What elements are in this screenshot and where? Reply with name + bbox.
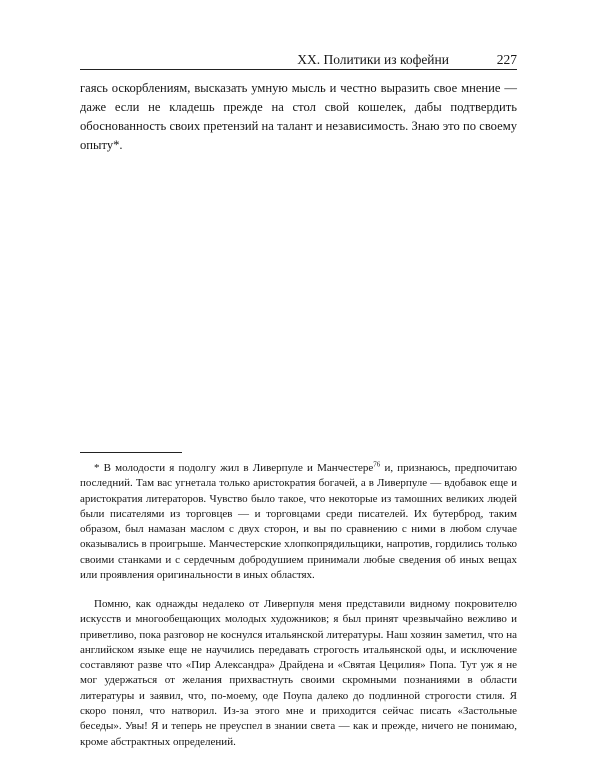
chapter-title: XX. Политики из кофейни <box>297 52 449 67</box>
page-number: 227 <box>496 52 517 67</box>
footnote-paragraph-2: Помню, как однажды недалеко от Ливерпуля меня представили видному покровителю искусств и многообещающих молодых художников; я был принят чрезвычайно вежливо и приветливо, пока разговор не коснулся итальянской литературы. Наш хозяин заметил, что на английском языке еще не научились передавать строгость итальянской оды, и исключение составляют разве что «Пир Александра» Драйдена и «Святая Цецилия» Попа. Тут уж я не мог удержаться от желания прихвастнуть своими скромными познаниями в области литературы и заявил, что, по-моему, оде Поупа далеко до подлинной строгости стиля. Я скоро понял, что натворил. Из-за этого мне и приходится сейчас писать «Застольные беседы». Увы! Я и теперь не преуспел в знании света — как и прежде, ничего не понимаю, кроме абстрактных определений. <box>80 598 517 748</box>
running-header <box>80 52 517 70</box>
footnote-text-start: * В молодости я подолгу жил в Ливерпуле и Манчестере <box>94 462 374 474</box>
header-rule <box>80 69 517 70</box>
endnote-reference: 76 <box>373 460 381 469</box>
main-text <box>80 79 517 155</box>
footnote-paragraph-1 <box>80 461 517 583</box>
footnote-text-rest: и, признаюсь, предпочитаю последний. Там вас угнетала только аристократия богачей, а в Ливерпуле — вдобавок еще и аристократия литераторов. Чувство было такое, что некоторые из тамошних великих людей были писателями из торговцев — и торговцами среди писателей. Их бутерброд, таким образом, был намазан маслом с двух сторон, и вы по сравнению с ними в любом случае оказывались в проигрыше. Манчестерские хлопкопрядильщики, напротив, гордились только своими станками и с сердечным добродушием принимали любые сведения об иных вещах или проявления оригинальности в иных областях. <box>80 462 517 582</box>
footnote-block-2 <box>80 597 517 750</box>
footnote-block <box>80 461 517 583</box>
footnote-separator <box>80 452 182 453</box>
body-paragraph: гаясь оскорблениям, высказать умную мысль и честно выразить свое мнение — даже если не кладешь прежде на стол свой кошелек, дабы подтвердить обоснованность своих претензий на талант и независимость. Знаю это по своему опыту*. <box>80 81 517 152</box>
